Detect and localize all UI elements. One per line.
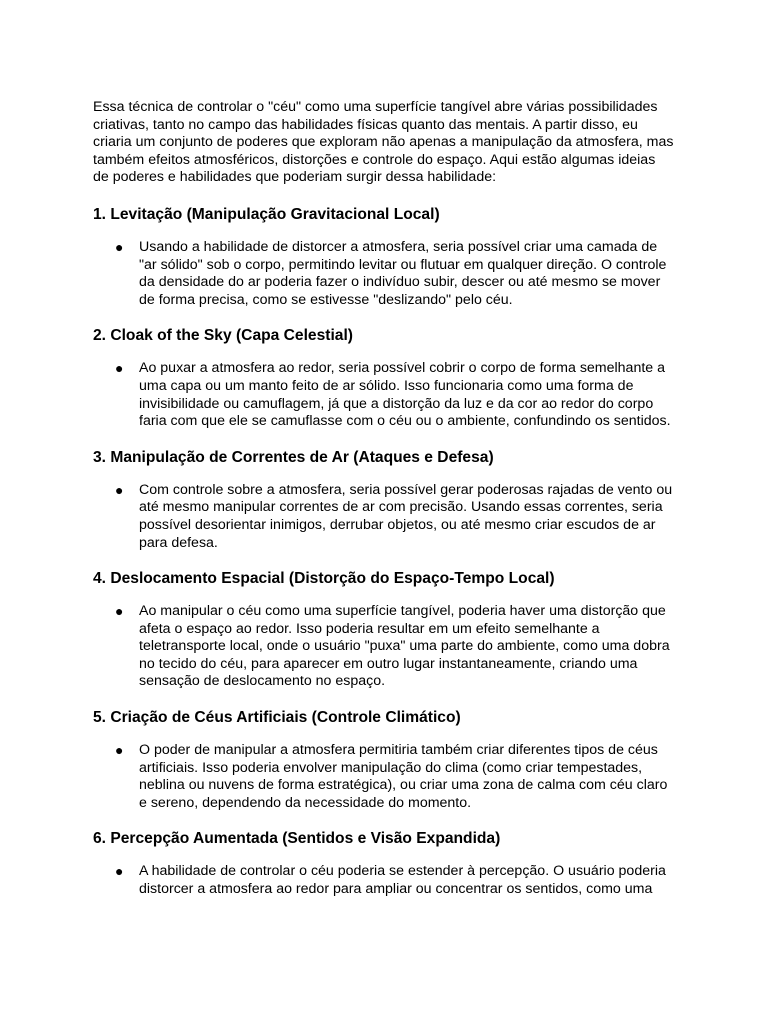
bullet-line: artificiais. Isso poderia envolver manipulação do clima (como criar tempestades, [139, 759, 643, 776]
bullet-list [93, 742, 683, 812]
bullet-line: da densidade do ar poderia fazer o indivíduo subir, descer ou até mesmo se mover [139, 274, 661, 291]
bullet-icon: ● [115, 481, 124, 498]
bullet-list [93, 239, 683, 309]
bullet-line: Ao manipular o céu como uma superfície tangível, poderia haver uma distorção que [139, 603, 666, 620]
bullet-list [93, 863, 683, 898]
bullet-line: Usando a habilidade de distorcer a atmosfera, seria possível criar uma camada de [139, 238, 658, 255]
bullet-line: de forma precisa, como se estivesse "deslizando" pelo céu. [139, 291, 513, 308]
intro-line: também efeitos atmosféricos, distorções e controle do espaço. Aqui estão algumas ideias [93, 151, 656, 168]
bullet-line: neblina ou nuvens de forma estratégica), ou criar uma zona de calma com céu claro [139, 777, 668, 794]
bullet-line: afeta o espaço ao redor. Isso poderia resultar em um efeito semelhante a [139, 620, 600, 637]
bullet-item [93, 360, 683, 430]
bullet-item [93, 603, 683, 691]
section-ceus-artificiais [93, 708, 683, 812]
section-heading: 5. Criação de Céus Artificiais (Controle Climático) [93, 709, 461, 727]
bullet-line: no tecido do céu, para aparecer em outro lugar instantaneamente, criando uma [139, 655, 638, 672]
intro-line: criativas, tanto no campo das habilidades físicas quanto das mentais. A partir disso, eu [93, 116, 638, 133]
intro-line: Essa técnica de controlar o "céu" como uma superfície tangível abre várias possibilidades [93, 99, 658, 115]
bullet-line: para defesa. [139, 534, 218, 551]
bullet-list [93, 482, 683, 552]
section-heading: 4. Deslocamento Espacial (Distorção do Espaço-Tempo Local) [93, 570, 555, 588]
bullet-line: e sereno, dependendo da necessidade do momento. [139, 794, 472, 811]
bullet-icon: ● [115, 603, 124, 620]
bullet-icon: ● [115, 742, 124, 759]
intro-line: criaria um conjunto de poderes que exploram não apenas a manipulação da atmosfera, mas [93, 134, 674, 151]
section-correntes-de-ar [93, 448, 683, 552]
bullet-line: sensação de deslocamento no espaço. [139, 673, 386, 690]
section-heading: 3. Manipulação de Correntes de Ar (Ataques e Defesa) [93, 448, 494, 466]
bullet-line: teletransporte local, onde o usuário "puxa" uma parte do ambiente, como uma dobra [139, 638, 670, 655]
section-cloak-of-the-sky [93, 326, 683, 430]
section-percepcao-aumentada [93, 829, 683, 898]
bullet-line: faria com que ele se camuflasse com o céu ou o ambiente, confundindo os sentidos. [139, 413, 671, 430]
bullet-line: invisibilidade ou camuflagem, já que a distorção da luz e da cor ao redor do corpo [139, 395, 654, 412]
bullet-list [93, 360, 683, 430]
intro-line: de poderes e habilidades que poderiam surgir dessa habilidade: [93, 169, 497, 186]
bullet-line: Ao puxar a atmosfera ao redor, seria possível cobrir o corpo de forma semelhante a [139, 360, 665, 377]
bullet-line: uma capa ou um manto feito de ar sólido. Isso funcionaria como uma forma de [139, 377, 634, 394]
bullet-line: até mesmo manipular correntes de ar com precisão. Usando essas correntes, seria [139, 499, 663, 516]
bullet-icon: ● [115, 360, 124, 377]
document-body [93, 99, 683, 899]
bullet-icon: ● [115, 863, 124, 880]
bullet-item [93, 863, 683, 898]
bullet-line: possível desorientar inimigos, derrubar objetos, ou até mesmo criar escudos de ar [139, 516, 656, 533]
bullet-icon: ● [115, 238, 124, 255]
section-levitacao [93, 205, 683, 309]
intro-paragraph [93, 99, 683, 187]
bullet-line: Com controle sobre a atmosfera, seria possível gerar poderosas rajadas de vento ou [139, 481, 673, 498]
bullet-line: "ar sólido" sob o corpo, permitindo levitar ou flutuar em qualquer direção. O controle [139, 256, 667, 273]
bullet-item [93, 742, 683, 812]
bullet-line: distorcer a atmosfera ao redor para ampliar ou concentrar os sentidos, como uma [139, 881, 653, 898]
bullet-item [93, 239, 683, 309]
section-heading: 2. Cloak of the Sky (Capa Celestial) [93, 327, 353, 345]
bullet-line: O poder de manipular a atmosfera permitiria também criar diferentes tipos de céus [139, 742, 658, 759]
bullet-list [93, 603, 683, 691]
bullet-line: A habilidade de controlar o céu poderia se estender à percepção. O usuário poderia [139, 863, 666, 880]
section-heading: 1. Levitação (Manipulação Gravitacional Local) [93, 205, 440, 223]
bullet-item [93, 482, 683, 552]
section-deslocamento-espacial [93, 569, 683, 691]
section-heading: 6. Percepção Aumentada (Sentidos e Visão Expandida) [93, 830, 501, 848]
